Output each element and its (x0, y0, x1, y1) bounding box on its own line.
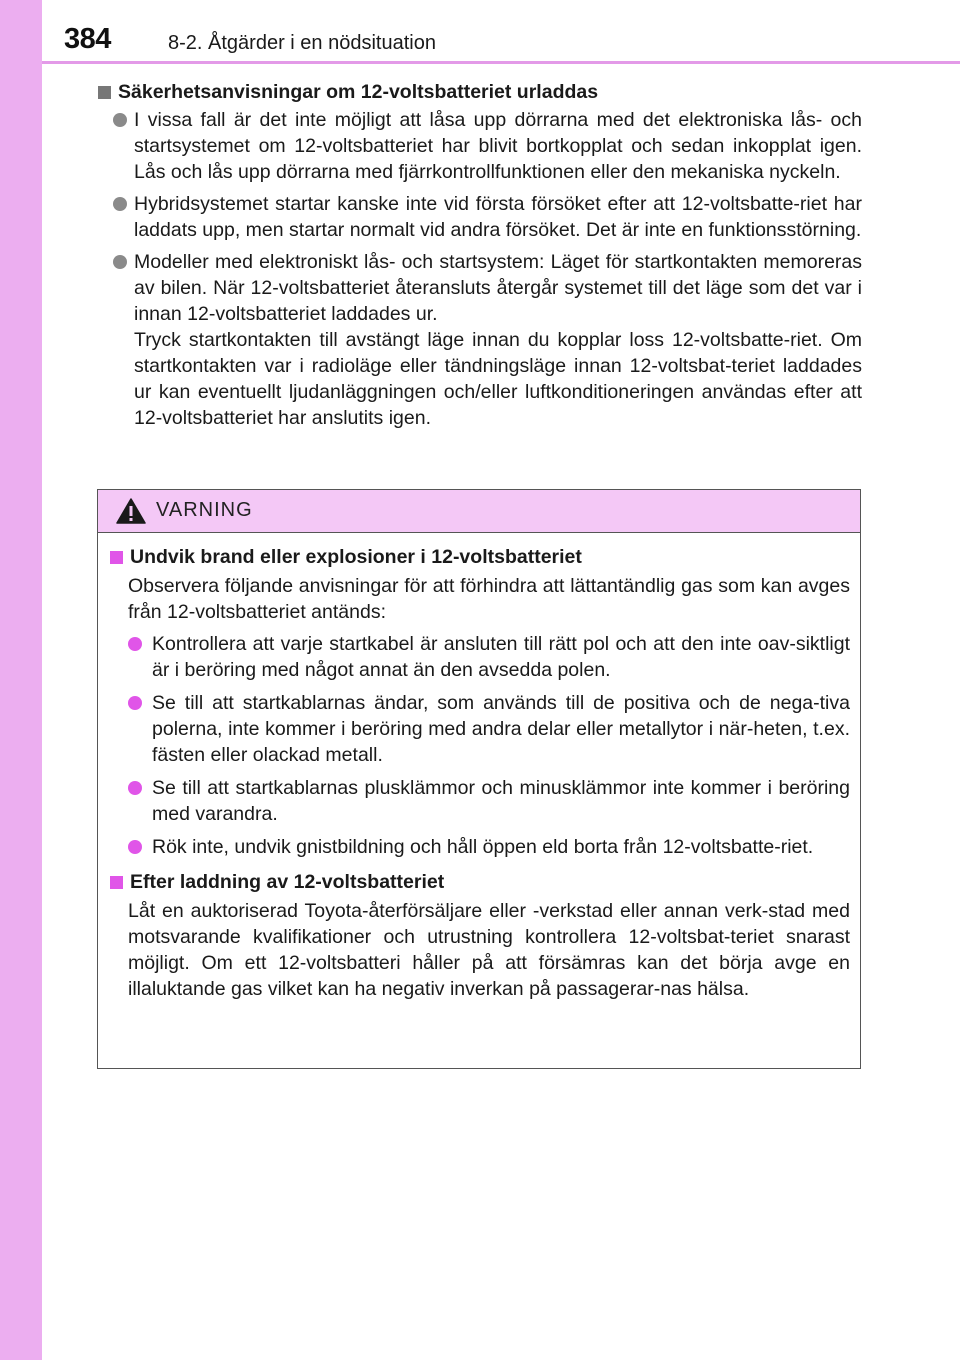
warning-header (98, 490, 860, 533)
side-color-strip (0, 0, 42, 1360)
bullet-text: Hybridsystemet startar kanske inte vid första försöket efter att 12-voltsbatte-riet har laddats upp, men startar normalt vid andra försöket. Det är inte en funktionsstörning. (134, 193, 862, 241)
circle-bullet-icon (113, 255, 127, 269)
bullet-text: Rök inte, undvik gnistbildning och håll öppen eld borta från 12-voltsbatte-riet. (152, 836, 814, 858)
list-item (110, 834, 850, 860)
circle-bullet-icon (128, 781, 142, 795)
warning-title: VARNING (156, 499, 253, 521)
warning-section-heading (110, 870, 850, 894)
circle-bullet-icon (128, 840, 142, 854)
list-item (98, 249, 862, 431)
main-content (98, 80, 862, 437)
bullet-text: I vissa fall är det inte möjligt att låsa upp dörrarna med det elektroniska lås- och startsystemet om 12-voltsbatteriet har blivit bortkopplat och sedan inkopplat igen. Lås och lås upp dörrarna med fjärrkontrollfunktionen eller den mekaniska nyckeln. (134, 109, 862, 183)
list-item (110, 690, 850, 768)
warning-section-heading (110, 545, 850, 569)
bullet-text: Se till att startkablarnas plusklämmor och minusklämmor inte kommer i beröring med varandra. (152, 777, 850, 825)
list-item (98, 107, 862, 185)
warning-triangle-icon (116, 498, 146, 524)
square-bullet-icon (110, 876, 123, 889)
circle-bullet-icon (128, 637, 142, 651)
list-item (110, 631, 850, 683)
main-heading-text: Säkerhetsanvisningar om 12-voltsbatteriet urladdas (118, 81, 599, 103)
bullet-text: Se till att startkablarnas ändar, som används till de positiva och de nega-tiva polerna, inte kommer i beröring med andra delar eller metallytor i när-heten, t.ex. fästen eller olackad metall. (152, 692, 850, 766)
square-bullet-icon (98, 86, 111, 99)
main-heading (98, 80, 862, 104)
list-item (98, 191, 862, 243)
page-number: 384 (64, 23, 111, 55)
square-bullet-icon (110, 551, 123, 564)
warning-heading-text: Efter laddning av 12-voltsbatteriet (130, 871, 445, 893)
warning-heading-text: Undvik brand eller explosioner i 12-voltsbatteriet (130, 546, 582, 568)
circle-bullet-icon (113, 113, 127, 127)
circle-bullet-icon (113, 197, 127, 211)
bullet-text: Kontrollera att varje startkabel är ansluten till rätt pol och att den inte oav-siktligt är i beröring med något annat än den avsedda polen. (152, 633, 850, 681)
list-item (110, 775, 850, 827)
bullet-text: Modeller med elektroniskt lås- och startsystem: Läget för startkontakten memoreras av bilen. När 12-voltsbatteriet återansluts återgår systemet till det läge som det var i innan 12-voltsbatteriet laddades ur. (134, 251, 862, 325)
warning-intro: Låt en auktoriserad Toyota-återförsäljare eller -verkstad eller annan verk-stad med motsvarande kvalifikationer och utrustning kontrollera 12-voltsbat-teriet snarast möjligt. Om ett 12-voltsbatteri håller på att försämras kan det börja avge en illaluktande gas vilket kan ha negativ inverkan på passagerar-nas hälsa. (128, 900, 850, 1000)
warning-body (98, 533, 860, 1002)
bullet-text: Tryck startkontakten till avstängt läge innan du kopplar loss 12-voltsbatte-riet. Om startkontakten var i radioläge eller tändningsläge innan 12-voltsbat-teriet laddades ur kan eventuellt ljudanläggningen och/eller luftkonditioneringen användas efter att 12-voltsbatteriet har anslutits igen. (134, 329, 862, 429)
section-title: 8-2. Åtgärder i en nödsituation (168, 32, 436, 54)
header-divider (42, 61, 960, 64)
page-header (0, 0, 960, 64)
warning-box (97, 489, 861, 1069)
circle-bullet-icon (128, 696, 142, 710)
warning-intro: Observera följande anvisningar för att förhindra att lättantändlig gas som kan avges från 12-voltsbatteriet antänds: (128, 575, 850, 623)
